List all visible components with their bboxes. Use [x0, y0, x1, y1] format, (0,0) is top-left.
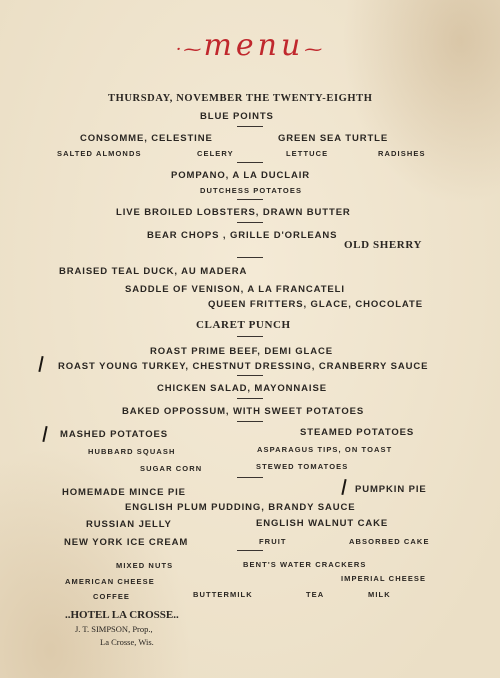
item-russian-jelly: RUSSIAN JELLY — [86, 519, 172, 530]
item-walnut-cake: ENGLISH WALNUT CAKE — [256, 518, 389, 529]
item-ice-cream: NEW YORK ICE CREAM — [64, 537, 189, 548]
item-mixed-nuts: MIXED NUTS — [116, 561, 174, 570]
item-tea: TEA — [306, 590, 325, 599]
item-venison: SADDLE OF VENISON, A LA FRANCATELI — [125, 284, 345, 295]
item-hubbard-squash: HUBBARD SQUASH — [88, 447, 176, 456]
divider — [237, 199, 263, 200]
item-celery: CELERY — [197, 149, 234, 158]
divider — [237, 550, 263, 551]
divider — [237, 375, 263, 376]
divider — [237, 477, 263, 478]
menu-title-text: menu — [203, 28, 305, 63]
item-teal-duck: BRAISED TEAL DUCK, AU MADERA — [59, 266, 248, 277]
item-chicken-salad: CHICKEN SALAD, MAYONNAISE — [157, 383, 327, 394]
divider — [237, 398, 263, 399]
item-prime-beef: ROAST PRIME BEEF, DEMI GLACE — [150, 346, 334, 357]
item-pumpkin-pie: PUMPKIN PIE — [355, 484, 427, 495]
title-flourish-left: ·⁓ — [175, 39, 204, 60]
item-duchess-potatoes: DUTCHESS POTATOES — [200, 186, 303, 195]
item-fruit: FRUIT — [259, 537, 287, 546]
divider — [237, 421, 263, 422]
item-milk: MILK — [368, 590, 391, 599]
divider — [237, 126, 263, 127]
item-queen-fritters: QUEEN FRITTERS, GLACE, CHOCOLATE — [208, 299, 423, 310]
hotel-location: La Crosse, Wis. — [100, 637, 154, 647]
item-turkey: ROAST YOUNG TURKEY, CHESTNUT DRESSING, CRANBERRY SAUCE — [58, 361, 429, 372]
item-coffee: COFFEE — [93, 592, 131, 601]
item-salted-almonds: SALTED ALMONDS — [57, 149, 142, 158]
hotel-name: ..HOTEL LA CROSSE.. — [65, 609, 179, 621]
item-mashed-potatoes: MASHED POTATOES — [60, 429, 168, 440]
item-imperial-cheese: IMPERIAL CHEESE — [341, 574, 427, 583]
item-plum-pudding: ENGLISH PLUM PUDDING, BRANDY SAUCE — [125, 502, 356, 513]
item-lobsters: LIVE BROILED LOBSTERS, DRAWN BUTTER — [116, 207, 351, 218]
menu-title — [0, 28, 500, 63]
item-consomme: CONSOMME, CELESTINE — [80, 133, 213, 144]
item-buttermilk: BUTTERMILK — [193, 590, 253, 599]
item-stewed-tomatoes: STEWED TOMATOES — [256, 462, 349, 471]
item-sugar-corn: SUGAR CORN — [140, 464, 203, 473]
item-old-sherry: OLD SHERRY — [344, 239, 423, 251]
menu-date: THURSDAY, NOVEMBER THE TWENTY-EIGHTH — [108, 93, 373, 104]
item-green-turtle: GREEN SEA TURTLE — [278, 133, 389, 144]
title-flourish-right: ⁓ — [304, 39, 325, 60]
check-mark-icon — [341, 479, 346, 495]
divider — [237, 162, 263, 163]
check-mark-icon — [42, 426, 47, 442]
item-pompano: POMPANO, A LA DUCLAIR — [171, 170, 311, 181]
divider — [237, 222, 263, 223]
item-asparagus: ASPARAGUS TIPS, ON TOAST — [257, 445, 393, 454]
divider — [237, 336, 263, 337]
item-blue-points: BLUE POINTS — [200, 111, 274, 122]
item-lettuce: LETTUCE — [286, 149, 329, 158]
item-water-crackers: BENT'S WATER CRACKERS — [243, 560, 367, 569]
item-mince-pie: HOMEMADE MINCE PIE — [62, 487, 186, 498]
hotel-proprietor: J. T. SIMPSON, Prop., — [75, 624, 153, 634]
divider — [237, 257, 263, 258]
item-bear-chops: BEAR CHOPS , GRILLE D'ORLEANS — [147, 230, 338, 241]
item-absorbed-cake: ABSORBED CAKE — [349, 537, 430, 546]
item-opossum: BAKED OPPOSSUM, WITH SWEET POTATOES — [122, 406, 365, 417]
item-american-cheese: AMERICAN CHEESE — [65, 577, 155, 586]
item-steamed-potatoes: STEAMED POTATOES — [300, 427, 415, 438]
check-mark-icon — [38, 356, 43, 372]
item-claret-punch: CLARET PUNCH — [196, 319, 291, 331]
item-radishes: RADISHES — [378, 149, 426, 158]
